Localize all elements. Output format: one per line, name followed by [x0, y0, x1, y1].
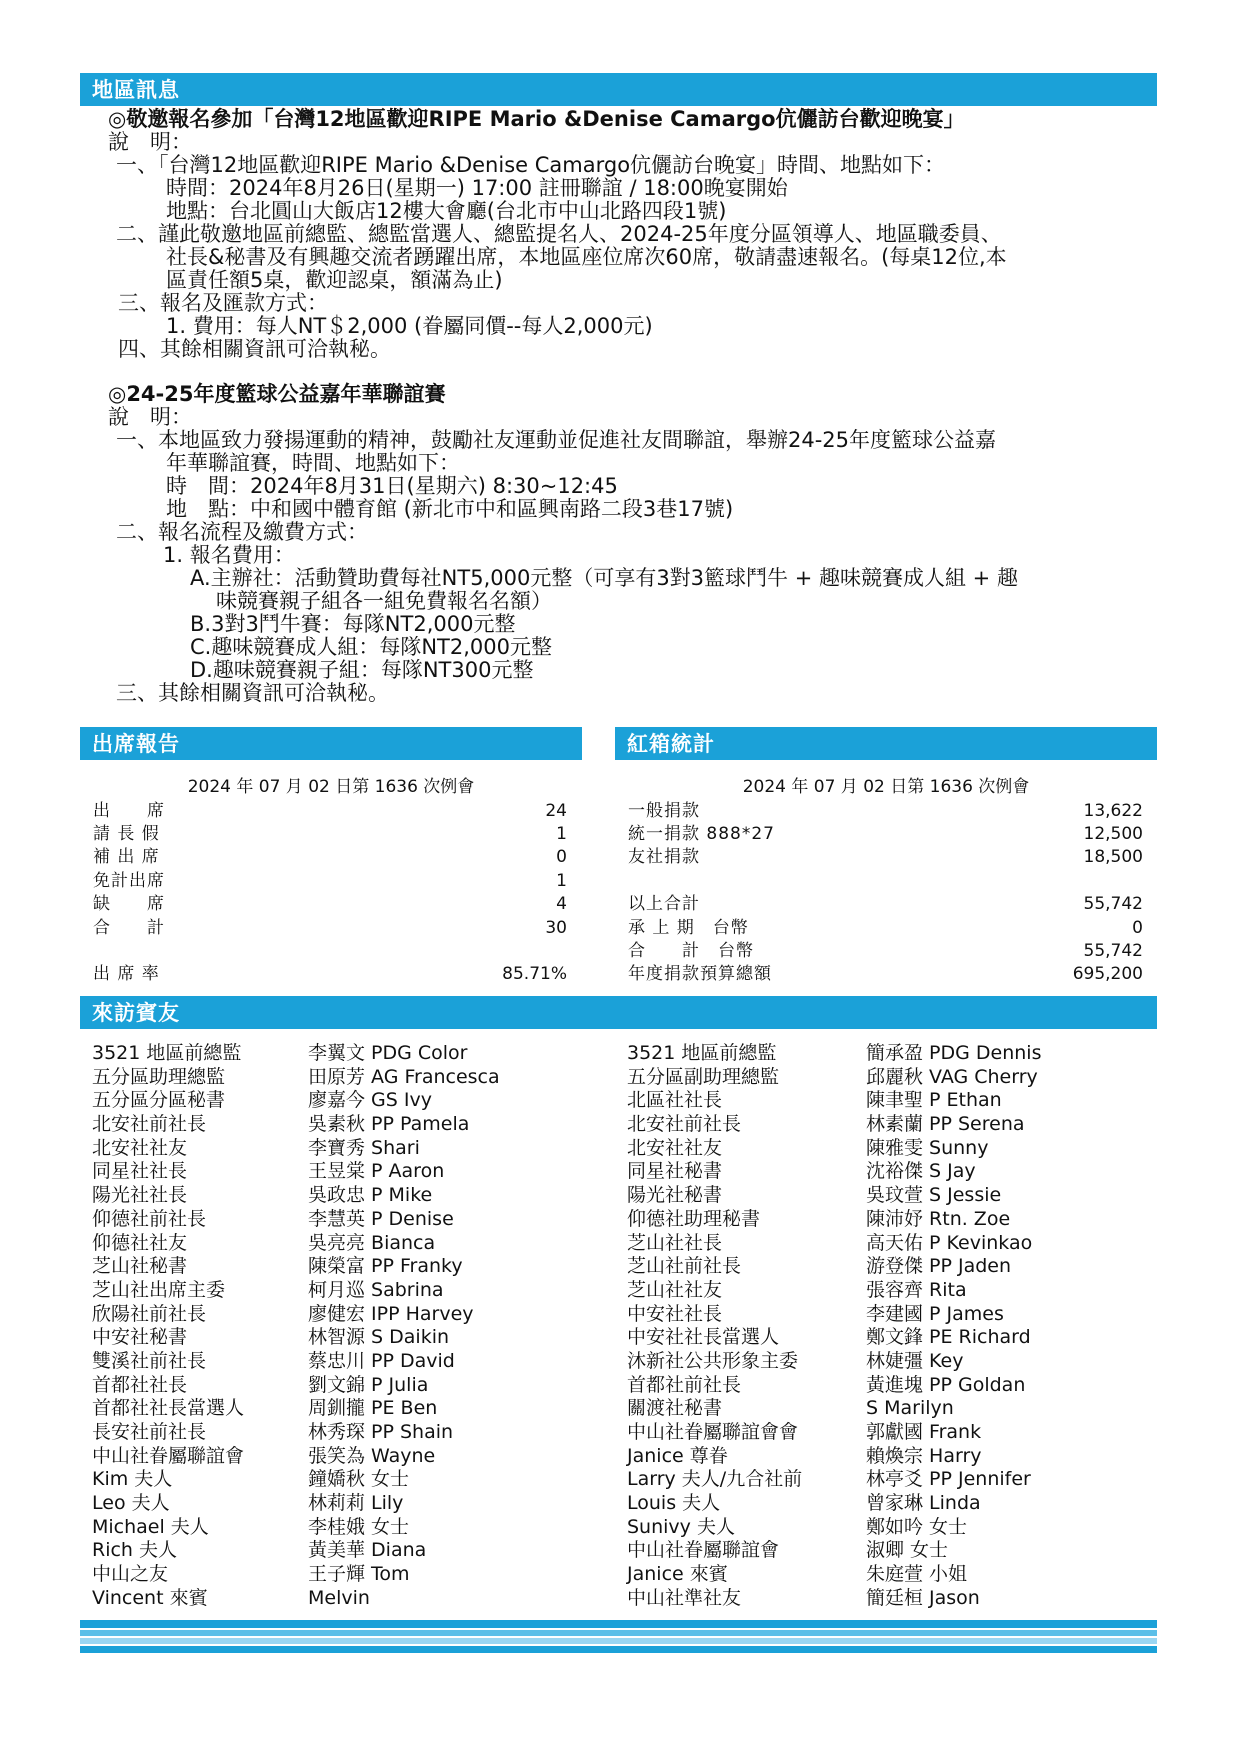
visitor-entry: 李慧英 P Denise: [308, 1207, 454, 1230]
visitor-entry: Leo 夫人: [92, 1492, 170, 1515]
event1-line: 一、「台灣12地區歡迎RIPE Mario &Denise Camargo伉儷訪台晚宴」時間、地點如下：: [116, 153, 946, 177]
visitor-entry: 芝山社出席主委: [92, 1278, 226, 1301]
visitor-entry: Janice 尊眷: [627, 1444, 728, 1467]
event1-line: 四、其餘相關資訊可洽執秘。: [118, 337, 391, 361]
visitor-entry: 芝山社社長: [627, 1231, 723, 1254]
visitor-entry: Michael 夫人: [92, 1515, 209, 1538]
visitor-entry: 陽光社社長: [92, 1184, 188, 1207]
event2-title: ◎24-25年度籃球公益嘉年華聯誼賽: [108, 382, 446, 406]
visitor-entry: 淑卿 女士: [866, 1539, 949, 1562]
visitor-entry: 北區社社長: [627, 1089, 723, 1112]
visitor-entry: 林婕彊 Key: [866, 1349, 964, 1372]
visitor-entry: 柯月巡 Sabrina: [308, 1278, 444, 1301]
visitor-entry: 黃美華 Diana: [308, 1539, 427, 1562]
visitor-entry: 朱庭萱 小姐: [866, 1563, 968, 1586]
event1-line: 時間：2024年8月26日(星期一) 17:00 註冊聯誼 / 18:00晚宴開始: [166, 176, 788, 200]
visitor-entry: Vincent 來賓: [92, 1586, 208, 1609]
visitor-entry: 鄭如吟 女士: [866, 1515, 968, 1538]
visitor-entry: 五分區助理總監: [92, 1065, 226, 1088]
footer-stripe: [80, 1638, 1157, 1644]
visitor-entry: 郭獻國 Frank: [866, 1421, 982, 1443]
visitor-entry: 陳聿聖 P Ethan: [866, 1089, 1002, 1112]
visitor-entry: 簡廷桓 Jason: [866, 1586, 980, 1609]
visitor-entry: 李寶秀 Shari: [308, 1136, 420, 1159]
visitor-entry: 廖健宏 IPP Harvey: [308, 1302, 474, 1325]
visitor-entry: 中山社眷屬聯誼會: [627, 1539, 780, 1562]
event1-explain: 說 明：: [108, 130, 192, 154]
event1-line: 社長&秘書及有興趣交流者踴躍出席，本地區座位席次60席，敬請盡速報名。(每桌12位,本: [166, 245, 1007, 269]
visitor-entry: Larry 夫人/九合社前: [627, 1468, 803, 1491]
visitor-entry: S Marilyn: [866, 1397, 954, 1420]
visitor-entry: 鄭文鋒 PE Richard: [866, 1326, 1031, 1349]
visitor-entry: 3521 地區前總監: [92, 1042, 242, 1064]
visitor-entry: 邱麗秋 VAG Cherry: [866, 1065, 1038, 1088]
visitor-entry: 陽光社秘書: [627, 1184, 723, 1207]
visitor-entry: 五分區分區秘書: [92, 1089, 226, 1112]
visitor-entry: 李桂娥 女士: [308, 1515, 410, 1538]
visitor-entry: 中山之友: [92, 1563, 169, 1586]
district-info-header: 地區訊息: [80, 73, 1157, 106]
visitor-entry: 蔡忠川 PP David: [308, 1349, 455, 1372]
visitor-entry: 張笑為 Wayne: [308, 1444, 436, 1467]
event2-line: 味競賽親子組各一組免費報名名額）: [216, 589, 552, 613]
visitor-entry: 林亭爻 PP Jennifer: [866, 1468, 1031, 1491]
visitor-entry: 中安社社長: [627, 1302, 723, 1325]
visitor-entry: 黃進塊 PP Goldan: [866, 1373, 1026, 1396]
visitor-entry: 中安社秘書: [92, 1326, 188, 1349]
visitor-entry: 仰德社助理秘書: [627, 1207, 761, 1230]
visitor-entry: 長安社前社長: [92, 1421, 207, 1443]
visitor-entry: 芝山社秘書: [92, 1255, 188, 1278]
event1-line: 1. 費用：每人NT＄2,000 (眷屬同價--每人2,000元): [166, 314, 653, 338]
event2-line: 一、本地區致力發揚運動的精神，鼓勵社友運動並促進社友間聯誼，舉辦24-25年度籃球公益嘉: [116, 428, 997, 452]
footer-stripe: [80, 1620, 1157, 1628]
event2-line: C.趣味競賽成人組：每隊NT2,000元整: [190, 635, 552, 659]
visitor-entry: 關渡社秘書: [627, 1397, 723, 1420]
event2-line: 地 點：中和國中體育館 (新北市中和區興南路二段3巷17號): [166, 497, 734, 521]
visitor-entry: 李翼文 PDG Color: [308, 1042, 468, 1064]
visitor-entry: 李建國 P James: [866, 1302, 1004, 1325]
footer-stripe: [80, 1630, 1157, 1636]
visitor-entry: 吳政忠 P Mike: [308, 1184, 433, 1207]
visitor-entry: 簡承盈 PDG Dennis: [866, 1042, 1042, 1064]
event2-line: A.主辦社：活動贊助費每社NT5,000元整（可享有3對3籃球鬥牛 + 趣味競賽成人組 + 趣: [190, 566, 1018, 590]
event1-line: 地點：台北圓山大飯店12樓大會廳(台北市中山北路四段1號): [166, 199, 727, 223]
visitor-entry: 周釧攏 PE Ben: [308, 1397, 438, 1420]
visitor-entry: 張容齊 Rita: [866, 1278, 967, 1301]
visitor-entry: 北安社前社長: [627, 1113, 742, 1136]
visitor-entry: Louis 夫人: [627, 1492, 721, 1515]
footer-stripe: [80, 1646, 1157, 1653]
visitor-entry: 林秀琛 PP Shain: [308, 1421, 454, 1443]
visitor-entry: 沈裕傑 S Jay: [866, 1160, 976, 1183]
visitor-entry: 曾家琳 Linda: [866, 1492, 981, 1515]
visitor-entry: 游登傑 PP Jaden: [866, 1255, 1012, 1278]
visitor-entry: Rich 夫人: [92, 1539, 178, 1562]
visitor-entry: 仰德社前社長: [92, 1207, 207, 1230]
visitor-entry: 廖嘉今 GS Ivy: [308, 1089, 432, 1112]
visitor-entry: Melvin: [308, 1586, 370, 1609]
visitor-entry: 吳玟萱 S Jessie: [866, 1184, 1002, 1207]
event2-line: B.3對3鬥牛賽：每隊NT2,000元整: [190, 612, 516, 636]
visitor-entry: 鐘嬌秋 女士: [308, 1468, 410, 1491]
visitor-entry: 中安社社長當選人: [627, 1326, 780, 1349]
visitor-entry: 陳雅雯 Sunny: [866, 1136, 989, 1159]
visitor-entry: 高天佑 P Kevinkao: [866, 1231, 1033, 1254]
event2-line: 三、其餘相關資訊可洽執秘。: [116, 681, 389, 705]
visitor-entry: 賴煥宗 Harry: [866, 1444, 982, 1467]
visitor-entry: 王子輝 Tom: [308, 1563, 410, 1586]
visitor-entry: 陳沛妤 Rtn. Zoe: [866, 1207, 1011, 1230]
visitor-entry: 芝山社前社長: [627, 1255, 742, 1278]
visitor-entry: 北安社社友: [92, 1136, 188, 1159]
visitor-entry: Janice 來賓: [627, 1563, 728, 1586]
visitor-entry: 芝山社社友: [627, 1278, 723, 1301]
attendance-meeting: 2024 年 07 月 02 日第 1636 次例會: [187, 777, 475, 797]
visitors-col-units: [92, 1042, 244, 1611]
visitor-entry: 3521 地區前總監: [627, 1042, 777, 1064]
attendance-header: 出席報告: [80, 727, 582, 760]
visitor-entry: 欣陽社前社長: [92, 1302, 207, 1325]
visitor-entry: 中山社眷屬聯誼會: [92, 1444, 245, 1467]
visitor-entry: 田原芳 AG Francesca: [308, 1065, 500, 1088]
visitor-entry: 林莉莉 Lily: [308, 1492, 404, 1515]
visitor-entry: 吳亮亮 Bianca: [308, 1231, 436, 1254]
visitor-entry: 劉文錦 P Julia: [308, 1373, 429, 1396]
visitor-entry: 陳榮富 PP Franky: [308, 1255, 463, 1278]
event2-explain: 說 明：: [108, 405, 192, 429]
visitors-header: 來訪賓友: [80, 996, 1157, 1029]
visitor-entry: 首都社社長: [92, 1373, 188, 1396]
event2-line: 1. 報名費用：: [163, 543, 295, 567]
visitor-entry: 中山社準社友: [627, 1586, 742, 1609]
event2-line: 年華聯誼賽，時間、地點如下：: [166, 451, 460, 475]
visitor-entry: 首都社前社長: [627, 1373, 742, 1396]
red-box-header: 紅箱統計: [615, 727, 1157, 760]
visitor-entry: 吳素秋 PP Pamela: [308, 1113, 470, 1136]
visitor-entry: 首都社社長當選人: [92, 1397, 245, 1420]
event1-line: 區責任額5桌，歡迎認桌，額滿為止): [166, 268, 503, 292]
visitor-entry: 同星社秘書: [627, 1160, 723, 1183]
visitor-entry: 仰德社社友: [92, 1231, 188, 1254]
event1-line: 二、謹此敬邀地區前總監、總監當選人、總監提名人、2024-25年度分區領導人、地區職委員、: [116, 222, 1002, 246]
visitor-entry: Kim 夫人: [92, 1468, 173, 1491]
visitors-col-names: [308, 1042, 500, 1611]
visitor-entry: 雙溪社前社長: [92, 1349, 207, 1372]
red-box-meeting: 2024 年 07 月 02 日第 1636 次例會: [742, 777, 1030, 797]
visitor-entry: 沐新社公共形象主委: [627, 1349, 799, 1372]
event2-line: 二、報名流程及繳費方式：: [116, 520, 368, 544]
visitor-entry: 王昱棠 P Aaron: [308, 1160, 445, 1183]
visitor-entry: 五分區副助理總監: [627, 1065, 780, 1088]
visitor-entry: 林素蘭 PP Serena: [866, 1113, 1025, 1136]
visitor-entry: Sunivy 夫人: [627, 1515, 735, 1538]
visitor-entry: 林智源 S Daikin: [308, 1326, 450, 1349]
visitors-col-names: [866, 1042, 1041, 1611]
event2-line: 時 間：2024年8月31日(星期六) 8:30~12:45: [166, 474, 618, 498]
event2-line: D.趣味競賽親子組：每隊NT300元整: [190, 658, 534, 682]
event1-title: ◎敬邀報名參加「台灣12地區歡迎RIPE Mario &Denise Camargo伉儷訪台歡迎晚宴」: [108, 107, 965, 131]
visitor-entry: 北安社前社長: [92, 1113, 207, 1136]
visitor-entry: 同星社社長: [92, 1160, 188, 1183]
event1-line: 三、報名及匯款方式：: [118, 291, 328, 315]
visitors-col-units: [627, 1042, 802, 1611]
visitor-entry: 北安社社友: [627, 1136, 723, 1159]
visitor-entry: 中山社眷屬聯誼會會: [627, 1421, 799, 1443]
